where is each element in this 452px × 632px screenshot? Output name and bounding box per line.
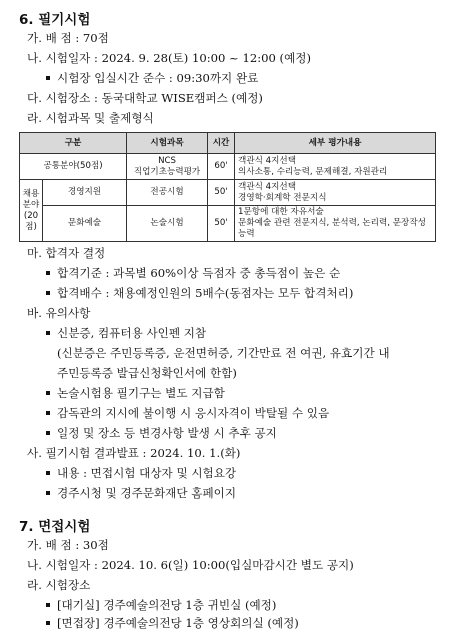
- subject-cell: 전공시험: [127, 180, 208, 206]
- written-place: 다. 시험장소 : 동국대학교 WISE캠퍼스 (예정): [27, 91, 263, 105]
- group-common: 공통분야(50점): [20, 154, 127, 180]
- entry-time-item: [46, 70, 258, 86]
- bullet-icon: [46, 621, 50, 625]
- bullet-icon: [46, 291, 50, 295]
- bullet-icon: [46, 411, 50, 415]
- list-item: [46, 425, 277, 441]
- header-time: 시간: [208, 133, 235, 154]
- details-cell: 객관식 4지선택 경영학·회계학 전문지식: [235, 180, 436, 206]
- field-cell: 문화예술: [43, 206, 127, 242]
- interview-room-text: [면접장] 경주예술의전당 1층 영상회의실 (예정): [57, 616, 299, 630]
- note-continuation: 주민등록증 발급신청확인서에 한함): [57, 366, 237, 380]
- note-continuation: (신분증은 주민등록증, 운전면허증, 기간만료 전 여권, 유효기간 내: [57, 346, 390, 360]
- bullet-icon: [46, 76, 50, 80]
- bullet-icon: [46, 271, 50, 275]
- result-text: 내용 : 면접시험 대상자 및 시험요강: [57, 466, 237, 480]
- time-cell: 50': [208, 180, 235, 206]
- note-text: 일정 및 장소 등 변경사항 발생 시 추후 공지: [57, 426, 277, 440]
- header-category: 구분: [20, 133, 127, 154]
- pass-criteria-text: 합격기준 : 과목별 60%이상 득점자 중 총득점이 높은 순: [57, 266, 341, 280]
- section-6-heading: 6. 필기시험: [19, 12, 91, 28]
- list-item: [46, 405, 329, 421]
- table-row: [20, 154, 436, 180]
- table-row: [20, 206, 436, 242]
- bullet-icon: [46, 491, 50, 495]
- note-text: 신분증, 컴퓨터용 사인펜 지참: [57, 326, 207, 340]
- entry-time-text: 시험장 입실시간 준수 : 09:30까지 완료: [57, 71, 259, 85]
- table-row: [20, 180, 436, 206]
- list-item: [46, 285, 353, 301]
- header-subject: 시험과목: [127, 133, 208, 154]
- bullet-icon: [46, 431, 50, 435]
- note-text: 논술시험용 필기구는 별도 지급함: [57, 386, 225, 400]
- table-header-row: [20, 133, 436, 154]
- waiting-room-text: [대기실] 경주예술의전당 1층 귀빈실 (예정): [57, 598, 277, 612]
- pass-heading: 마. 합격자 결정: [27, 246, 106, 260]
- section-7-heading: 7. 면접시험: [19, 519, 91, 535]
- field-cell: 경영지원: [43, 180, 127, 206]
- interview-place-heading: 라. 시험장소: [27, 578, 91, 592]
- interview-date: 나. 시험일자 : 2024. 10. 6(일) 10:00(입실마감시간 별도 공지): [27, 558, 354, 572]
- bullet-icon: [46, 603, 50, 607]
- subjects-heading: 라. 시험과목 및 출제형식: [27, 111, 154, 125]
- list-item: [46, 465, 236, 481]
- details-cell: 1문항에 대한 자유서술 문화예술 관련 전문지식, 분석력, 논리력, 문장작성능력: [235, 206, 436, 242]
- list-item: [46, 597, 276, 613]
- result-text: 경주시청 및 경주문화재단 홈페이지: [57, 486, 237, 500]
- list-item: [46, 265, 340, 281]
- header-details: 세부 평가내용: [235, 133, 436, 154]
- time-cell: 50': [208, 206, 235, 242]
- bullet-icon: [46, 331, 50, 335]
- bullet-icon: [46, 471, 50, 475]
- notes-heading: 바. 유의사항: [27, 306, 91, 320]
- written-date: 나. 시험일자 : 2024. 9. 28(토) 10:00 ~ 12:00 (예정): [27, 51, 311, 65]
- exam-subjects-table: [19, 132, 436, 242]
- list-item: [46, 615, 299, 631]
- result-heading: 사. 필기시험 결과발표 : 2024. 10. 1.(화): [27, 446, 241, 460]
- bullet-icon: [46, 391, 50, 395]
- list-item: [46, 485, 236, 501]
- written-score: 가. 배 점 : 70점: [27, 31, 109, 45]
- pass-multiple-text: 합격배수 : 채용예정인원의 5배수(동점자는 모두 합격처리): [57, 286, 354, 300]
- subject-cell: 논술시험: [127, 206, 208, 242]
- subject-cell: NCS 직업기초능력평가: [127, 154, 208, 180]
- time-cell: 60': [208, 154, 235, 180]
- note-text: 감독관의 지시에 불이행 시 응시자격이 박탈될 수 있음: [57, 406, 330, 420]
- details-cell: 객관식 4지선택 의사소통, 수리능력, 문제해결, 자원관리: [235, 154, 436, 180]
- list-item: [46, 385, 225, 401]
- interview-score: 가. 배 점 : 30점: [27, 538, 109, 552]
- list-item: [46, 325, 206, 341]
- group-recruit: 채용분야(20점): [20, 180, 43, 242]
